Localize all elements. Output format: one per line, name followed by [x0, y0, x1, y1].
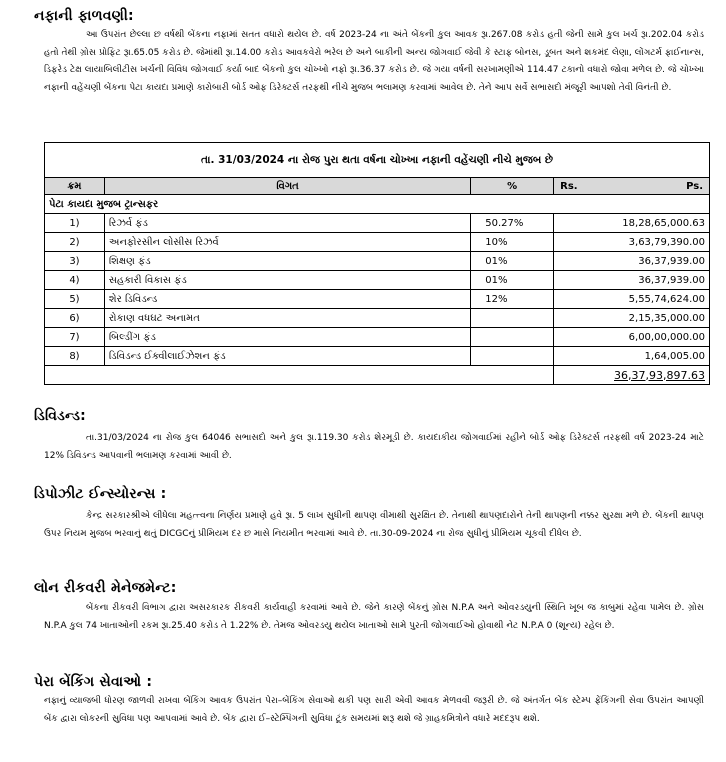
- para-banking-paragraph: [44, 693, 704, 728]
- row-detail: ડિવિડન્ડ ઈક્વીલાઈઝેશન ફંડ: [104, 347, 470, 366]
- table-header-row: [45, 178, 710, 195]
- deposit-heading: ડિપોઝીટ ઈન્સ્યોરન્સ :: [34, 486, 167, 502]
- table-title: તા. 31/03/2024 ના રોજ પુરા થતા વર્ષના ચોખ્ખા નફાની વહેંચણી નીચે મુજબ છે: [45, 143, 710, 178]
- row-no: 4): [45, 271, 105, 290]
- total-label-cell: [45, 366, 554, 385]
- table-row: [45, 233, 710, 252]
- row-amount: 36,37,939.00: [554, 252, 710, 271]
- table-row: [45, 328, 710, 347]
- table-row: [45, 252, 710, 271]
- table-title-row: [45, 143, 710, 178]
- row-no: 5): [45, 290, 105, 309]
- loan-paragraph: [44, 600, 704, 635]
- header-pct: %: [471, 178, 554, 195]
- table-row: [45, 347, 710, 366]
- row-pct: 12%: [471, 290, 554, 309]
- row-detail: બિલ્ડીંગ ફંડ: [104, 328, 470, 347]
- table-row: [45, 214, 710, 233]
- header-amount: [554, 178, 710, 195]
- row-detail: સહકારી વિકાસ ફંડ: [104, 271, 470, 290]
- row-no: 2): [45, 233, 105, 252]
- row-no: 8): [45, 347, 105, 366]
- row-amount: 5,55,74,624.00: [554, 290, 710, 309]
- para-banking-text: નફાનું વ્યાજબી ધોરણ જાળવી રાખવા બેંકિંગ આવક ઉપરાંત પેરા–બેંકિંગ સેવાઓ થકી પણ સારી એવી આવક મેળવવી જરૂરી છે. જે અંતર્ગત બેંક સ્ટેમ્પ ફેંકિંગની સેવા ઉપરાંત આપણી બેંક દ્વારા લોકરની સુવિધા પણ આપવામાં આવે છે. બેંક દ્વારા ઈ–સ્ટેમ્પિંગની સુવિધા ટૂંક સમયમાં શરૂ થશે જે ગ્રાહકમિત્રોને વધારે મદદરૂપ થશે.: [44, 696, 704, 724]
- row-no: 7): [45, 328, 105, 347]
- row-pct: 50.27%: [471, 214, 554, 233]
- table-row: [45, 309, 710, 328]
- row-amount: 18,28,65,000.63: [554, 214, 710, 233]
- row-amount: 3,63,79,390.00: [554, 233, 710, 252]
- table-total: 36,37,93,897.63: [554, 366, 710, 385]
- deposit-text: કેન્દ્ર સરકારશ્રીએ લીધેલા મહત્ત્વના નિર્ણય પ્રમાણે હવે રૂા. 5 લાખ સુધીની થાપણ વીમાથી સુરક્ષિત છે. તેનાથી થાપણદારોને તેની થાપણની નક્કર સુરક્ષા મળે છે. બેંકની થાપણ ઉપર નિયમ મુજબ ભરવાનું થતું DICGCનું પ્રીમિયમ દર છ માસે નિયમીત ભરવામાં આવે છે. તા.30-09-2024 ના રોજ સુધીનું પ્રીમિયમ ચૂકવી દીધેલ છે.: [44, 511, 704, 539]
- row-no: 6): [45, 309, 105, 328]
- profit-heading: નફાની ફાળવણી:: [34, 8, 134, 24]
- dividend-text: તા.31/03/2024 ના રોજ કુલ 64046 સભાસદો અને કુલ રૂા.119.30 કરોડ શેરમૂડી છે. કાયદાકીય જોગવાઈમાં રહીને બોર્ડ ઓફ ડિરેક્ટર્સ તરફથી વર્ષ 2023-24 માટે 12% ડિવિડન્ડ આપવાની ભલામણ કરવામાં આવી છે.: [44, 433, 704, 461]
- header-rs: Rs.: [560, 180, 578, 192]
- loan-heading: લોન રીકવરી મેનેજમેન્ટ:: [34, 580, 177, 596]
- row-amount: 6,00,00,000.00: [554, 328, 710, 347]
- dividend-heading: ડિવિડન્ડ:: [34, 408, 86, 424]
- row-detail: અનફોરસીન લોસીસ રિઝર્વ: [104, 233, 470, 252]
- dividend-paragraph: [44, 430, 704, 465]
- row-detail: રિઝર્વ ફંડ: [104, 214, 470, 233]
- profit-paragraph: [44, 27, 704, 97]
- row-no: 3): [45, 252, 105, 271]
- row-amount: 1,64,005.00: [554, 347, 710, 366]
- row-pct: 01%: [471, 271, 554, 290]
- row-detail: રોકાણ વધઘટ અનામત: [104, 309, 470, 328]
- row-pct: 01%: [471, 252, 554, 271]
- row-no: 1): [45, 214, 105, 233]
- profit-text: આ ઉપરાંત છેલ્લા છ વર્ષથી બેંકના નફામાં સતત વધારો થયેલ છે. વર્ષ 2023-24 ના અંતે બેંકની કુલ આવક રૂા.267.08 કરોડ હતી જેની સામે કુલ ખર્ચ રૂા.202.04 કરોડ હતો તેથી ગ્રોસ પ્રોફિટ રૂા.65.05 કરોડ છે. જેમાંથી રૂા.14.00 કરોડ આવકવેરો ભરેલ છે અને બાકીની અન્ય જોગવાઈ જેવી કે સ્ટાફ બોનસ, ડૂબત અને શકમંદ લેણા, લોંગટર્મ ફાઈનાન્સ, ડિફરેડ ટેક્ષ લાયાબિલીટીસ ખર્ચની વિવિધ જોગવાઈ કર્યા બાદ બેંકનો કુલ ચોખ્ખો નફો રૂા.36.37 કરોડ છે. જે ગયા વર્ષની સરખામણીએ 114.47 ટકાનો વધારો જોવા મળેલ છે. જે ચોખ્ખા નફાની વહેંચણી બેંકના પેટા કાયદા પ્રમાણે કારોબારી બોર્ડ ઓફ ડિરેક્ટર્સ તરફથી નીચે મુજબ ભલામણ કરવામાં આવેલ છે. તેને આપ સર્વે સભાસદો મંજૂરી આપશો તેવી વિનંતી છે.: [44, 30, 704, 93]
- header-detail: વિગત: [104, 178, 470, 195]
- row-pct: [471, 347, 554, 366]
- table-subheading: પેટા કાયદા મુજબ ટ્રાન્સફર: [45, 195, 710, 214]
- deposit-paragraph: [44, 508, 704, 543]
- row-pct: [471, 309, 554, 328]
- row-detail: શેર ડિવિડન્ડ: [104, 290, 470, 309]
- header-ps: Ps.: [686, 180, 703, 192]
- table-row: [45, 290, 710, 309]
- header-no: ક્રમ: [45, 178, 105, 195]
- profit-allocation-table: [44, 142, 710, 385]
- row-detail: શિક્ષણ ફંડ: [104, 252, 470, 271]
- table-total-row: [45, 366, 710, 385]
- table-row: [45, 271, 710, 290]
- para-banking-heading: પેરા બેંકિંગ સેવાઓ :: [34, 674, 153, 690]
- row-pct: 10%: [471, 233, 554, 252]
- row-amount: 2,15,35,000.00: [554, 309, 710, 328]
- loan-text: બેંકના રીકવરી વિભાગ દ્વારા અસરકારક રીકવરી કાર્યવાહી કરવામાં આવે છે. જેને કારણે બેંકનું ગ્રોસ N.P.A અને ઓવરડયુની સ્થિતિ ખૂબ જ કાબુમાં રહેવા પામેલ છે. ગ્રોસ N.P.A કુલ 74 ખાતાઓની રકમ રૂા.25.40 કરોડ તે 1.22% છે. તેમજ ઓવરડયુ થયેલ ખાતાઓ સામે પુરતી જોગવાઈઓ હોવાથી નેટ N.P.A 0 (શૂન્ય) રહેલ છે.: [44, 603, 704, 631]
- row-amount: 36,37,939.00: [554, 271, 710, 290]
- table-subheading-row: [45, 195, 710, 214]
- row-pct: [471, 328, 554, 347]
